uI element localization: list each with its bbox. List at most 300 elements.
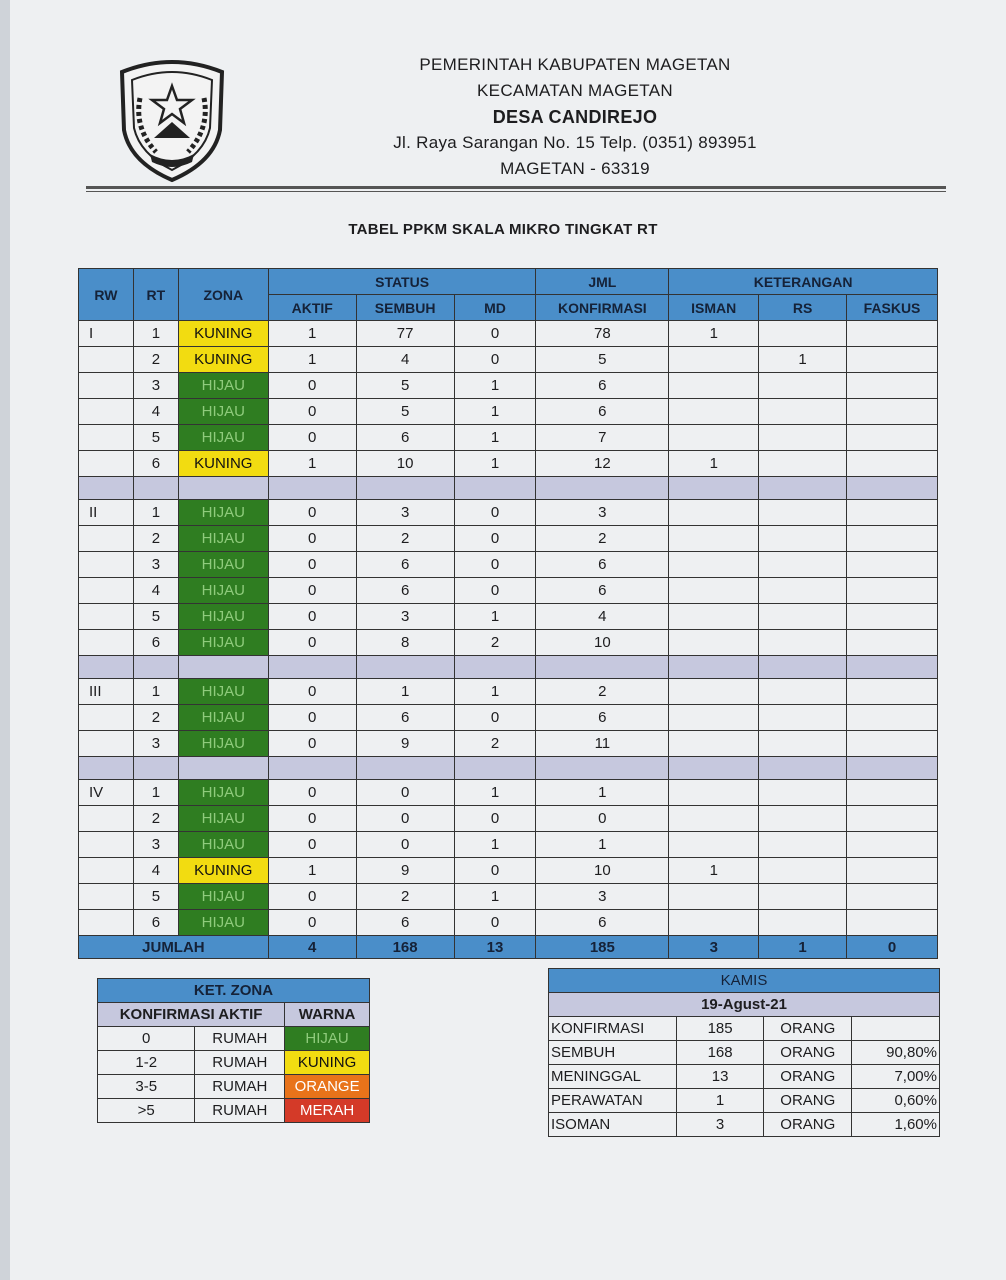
document-title: TABEL PPKM SKALA MIKRO TINGKAT RT xyxy=(348,221,658,238)
md-cell: 1 xyxy=(454,884,536,910)
table-row xyxy=(79,552,938,578)
separator-cell xyxy=(669,477,759,500)
isman-cell xyxy=(669,373,759,399)
separator-row xyxy=(79,477,938,500)
sembuh-cell: 3 xyxy=(356,604,454,630)
legend-range: 3-5 xyxy=(98,1075,195,1099)
isman-cell xyxy=(669,780,759,806)
summary-row xyxy=(549,1017,940,1041)
md-cell: 0 xyxy=(454,500,536,526)
sembuh-cell: 77 xyxy=(356,321,454,347)
aktif-cell: 0 xyxy=(268,500,356,526)
zona-cell: KUNING xyxy=(178,347,268,373)
faskus-cell xyxy=(847,604,938,630)
faskus-cell xyxy=(847,425,938,451)
rt-cell: 1 xyxy=(133,500,178,526)
rt-cell: 3 xyxy=(133,731,178,757)
rw-cell xyxy=(79,552,134,578)
ppkm-table-body xyxy=(79,321,938,936)
md-cell: 1 xyxy=(454,399,536,425)
isman-cell xyxy=(669,347,759,373)
sembuh-cell: 6 xyxy=(356,578,454,604)
total-aktif: 4 xyxy=(268,936,356,959)
zona-cell: HIJAU xyxy=(178,679,268,705)
rt-cell: 5 xyxy=(133,884,178,910)
isman-cell xyxy=(669,679,759,705)
isman-cell xyxy=(669,578,759,604)
summary-label: SEMBUH xyxy=(549,1041,677,1065)
rs-cell xyxy=(759,731,847,757)
aktif-cell: 0 xyxy=(268,373,356,399)
faskus-cell xyxy=(847,451,938,477)
table-row xyxy=(79,373,938,399)
faskus-cell xyxy=(847,858,938,884)
separator-cell xyxy=(178,477,268,500)
separator-cell xyxy=(847,477,938,500)
aktif-cell: 0 xyxy=(268,910,356,936)
zone-legend-row xyxy=(98,1051,370,1075)
jml-konfirmasi-cell: 3 xyxy=(536,500,669,526)
separator-cell xyxy=(356,477,454,500)
jml-konfirmasi-cell: 12 xyxy=(536,451,669,477)
header-divider-thin xyxy=(86,191,946,192)
isman-cell xyxy=(669,526,759,552)
jml-konfirmasi-cell: 5 xyxy=(536,347,669,373)
faskus-cell xyxy=(847,399,938,425)
md-cell: 1 xyxy=(454,451,536,477)
md-cell: 0 xyxy=(454,910,536,936)
rt-cell: 2 xyxy=(133,526,178,552)
header-rw: RW xyxy=(79,269,134,321)
isman-cell xyxy=(669,806,759,832)
rw-cell xyxy=(79,347,134,373)
faskus-cell xyxy=(847,910,938,936)
zone-legend-table xyxy=(97,978,370,1123)
faskus-cell xyxy=(847,679,938,705)
zona-cell: HIJAU xyxy=(178,731,268,757)
table-row xyxy=(79,399,938,425)
aktif-cell: 0 xyxy=(268,526,356,552)
legend-color: ORANGE xyxy=(285,1075,370,1099)
rs-cell xyxy=(759,780,847,806)
sembuh-cell: 2 xyxy=(356,526,454,552)
sembuh-cell: 8 xyxy=(356,630,454,656)
jml-konfirmasi-cell: 10 xyxy=(536,858,669,884)
summary-label: PERAWATAN xyxy=(549,1089,677,1113)
rw-cell xyxy=(79,858,134,884)
rt-cell: 5 xyxy=(133,425,178,451)
separator-row xyxy=(79,656,938,679)
regency-seal-icon xyxy=(110,58,234,184)
rt-cell: 3 xyxy=(133,832,178,858)
rs-cell xyxy=(759,526,847,552)
rw-cell xyxy=(79,399,134,425)
sembuh-cell: 6 xyxy=(356,552,454,578)
summary-row xyxy=(549,1113,940,1137)
faskus-cell xyxy=(847,578,938,604)
jml-konfirmasi-cell: 10 xyxy=(536,630,669,656)
rw-cell: III xyxy=(79,679,134,705)
summary-day: KAMIS xyxy=(549,969,940,993)
header-jml: JML xyxy=(536,269,669,295)
rw-cell xyxy=(79,832,134,858)
zona-cell: HIJAU xyxy=(178,425,268,451)
legend-unit: RUMAH xyxy=(195,1051,285,1075)
sembuh-cell: 5 xyxy=(356,399,454,425)
zona-cell: HIJAU xyxy=(178,604,268,630)
md-cell: 2 xyxy=(454,630,536,656)
zona-cell: KUNING xyxy=(178,858,268,884)
rt-cell: 3 xyxy=(133,552,178,578)
jml-konfirmasi-cell: 6 xyxy=(536,705,669,731)
md-cell: 1 xyxy=(454,425,536,451)
faskus-cell xyxy=(847,373,938,399)
sembuh-cell: 0 xyxy=(356,806,454,832)
rt-cell: 6 xyxy=(133,451,178,477)
rw-cell xyxy=(79,630,134,656)
aktif-cell: 0 xyxy=(268,552,356,578)
jml-konfirmasi-cell: 7 xyxy=(536,425,669,451)
rs-cell xyxy=(759,858,847,884)
summary-row xyxy=(549,1065,940,1089)
legend-unit: RUMAH xyxy=(195,1099,285,1123)
md-cell: 1 xyxy=(454,832,536,858)
jml-konfirmasi-cell: 1 xyxy=(536,832,669,858)
faskus-cell xyxy=(847,806,938,832)
aktif-cell: 0 xyxy=(268,630,356,656)
sembuh-cell: 10 xyxy=(356,451,454,477)
faskus-cell xyxy=(847,321,938,347)
separator-row xyxy=(79,757,938,780)
faskus-cell xyxy=(847,347,938,373)
rt-cell: 1 xyxy=(133,321,178,347)
zona-cell: HIJAU xyxy=(178,884,268,910)
md-cell: 0 xyxy=(454,526,536,552)
md-cell: 0 xyxy=(454,578,536,604)
table-row xyxy=(79,858,938,884)
rs-cell xyxy=(759,806,847,832)
jml-konfirmasi-cell: 2 xyxy=(536,526,669,552)
header-zona: ZONA xyxy=(178,269,268,321)
zone-legend-row xyxy=(98,1099,370,1123)
rt-cell: 3 xyxy=(133,373,178,399)
isman-cell xyxy=(669,500,759,526)
rs-cell xyxy=(759,679,847,705)
faskus-cell xyxy=(847,832,938,858)
rt-cell: 1 xyxy=(133,679,178,705)
summary-percent: 1,60% xyxy=(852,1113,940,1137)
md-cell: 1 xyxy=(454,780,536,806)
summary-percent: 7,00% xyxy=(852,1065,940,1089)
legend-unit: RUMAH xyxy=(195,1075,285,1099)
separator-cell xyxy=(536,477,669,500)
md-cell: 1 xyxy=(454,373,536,399)
sembuh-cell: 4 xyxy=(356,347,454,373)
rt-cell: 4 xyxy=(133,578,178,604)
total-isman: 3 xyxy=(669,936,759,959)
rw-cell xyxy=(79,373,134,399)
rs-cell xyxy=(759,425,847,451)
separator-cell xyxy=(79,757,134,780)
separator-cell xyxy=(454,757,536,780)
jml-konfirmasi-cell: 6 xyxy=(536,373,669,399)
rw-cell xyxy=(79,604,134,630)
jml-konfirmasi-cell: 6 xyxy=(536,578,669,604)
daily-summary-table xyxy=(548,968,940,1137)
separator-cell xyxy=(79,477,134,500)
total-label: JUMLAH xyxy=(79,936,269,959)
table-row xyxy=(79,347,938,373)
faskus-cell xyxy=(847,705,938,731)
table-row xyxy=(79,425,938,451)
rs-cell xyxy=(759,451,847,477)
summary-label: KONFIRMASI xyxy=(549,1017,677,1041)
md-cell: 1 xyxy=(454,604,536,630)
zona-cell: HIJAU xyxy=(178,910,268,936)
sembuh-cell: 6 xyxy=(356,425,454,451)
sembuh-cell: 9 xyxy=(356,858,454,884)
sembuh-cell: 0 xyxy=(356,832,454,858)
md-cell: 0 xyxy=(454,347,536,373)
ppkm-table xyxy=(78,268,938,959)
legend-color: HIJAU xyxy=(285,1027,370,1051)
summary-row xyxy=(549,1041,940,1065)
aktif-cell: 0 xyxy=(268,731,356,757)
letterhead-address: Jl. Raya Sarangan No. 15 Telp. (0351) 893951 xyxy=(393,133,757,152)
separator-cell xyxy=(79,656,134,679)
sembuh-cell: 9 xyxy=(356,731,454,757)
zona-cell: HIJAU xyxy=(178,780,268,806)
letterhead-government: PEMERINTAH KABUPATEN MAGETAN xyxy=(419,55,731,74)
rt-cell: 4 xyxy=(133,399,178,425)
legend-color: KUNING xyxy=(285,1051,370,1075)
table-row xyxy=(79,604,938,630)
summary-value: 185 xyxy=(676,1017,764,1041)
rw-cell xyxy=(79,910,134,936)
rt-cell: 2 xyxy=(133,806,178,832)
header-status: STATUS xyxy=(268,269,536,295)
md-cell: 0 xyxy=(454,806,536,832)
aktif-cell: 0 xyxy=(268,806,356,832)
legend-unit: RUMAH xyxy=(195,1027,285,1051)
isman-cell: 1 xyxy=(669,321,759,347)
rs-cell xyxy=(759,578,847,604)
zona-cell: HIJAU xyxy=(178,500,268,526)
total-md: 13 xyxy=(454,936,536,959)
aktif-cell: 0 xyxy=(268,884,356,910)
rs-cell xyxy=(759,399,847,425)
summary-unit: ORANG xyxy=(764,1089,852,1113)
jml-konfirmasi-cell: 4 xyxy=(536,604,669,630)
sembuh-cell: 0 xyxy=(356,780,454,806)
total-faskus: 0 xyxy=(847,936,938,959)
rs-cell: 1 xyxy=(759,347,847,373)
summary-date: 19-Agust-21 xyxy=(549,993,940,1017)
legend-range: 0 xyxy=(98,1027,195,1051)
zona-cell: HIJAU xyxy=(178,630,268,656)
rs-cell xyxy=(759,552,847,578)
md-cell: 2 xyxy=(454,731,536,757)
summary-label: ISOMAN xyxy=(549,1113,677,1137)
separator-cell xyxy=(454,477,536,500)
sembuh-cell: 1 xyxy=(356,679,454,705)
zona-cell: HIJAU xyxy=(178,578,268,604)
rw-cell: IV xyxy=(79,780,134,806)
jml-konfirmasi-cell: 0 xyxy=(536,806,669,832)
header-isman: ISMAN xyxy=(669,295,759,321)
zona-cell: HIJAU xyxy=(178,399,268,425)
md-cell: 0 xyxy=(454,858,536,884)
total-rs: 1 xyxy=(759,936,847,959)
separator-cell xyxy=(847,757,938,780)
isman-cell xyxy=(669,832,759,858)
rt-cell: 2 xyxy=(133,347,178,373)
isman-cell xyxy=(669,705,759,731)
isman-cell xyxy=(669,630,759,656)
summary-percent xyxy=(852,1017,940,1041)
rw-cell xyxy=(79,526,134,552)
sembuh-cell: 6 xyxy=(356,705,454,731)
rs-cell xyxy=(759,832,847,858)
aktif-cell: 0 xyxy=(268,832,356,858)
rw-cell xyxy=(79,806,134,832)
zona-cell: HIJAU xyxy=(178,705,268,731)
rt-cell: 5 xyxy=(133,604,178,630)
table-row xyxy=(79,832,938,858)
letterhead xyxy=(340,52,810,182)
header-faskus: FASKUS xyxy=(847,295,938,321)
total-jml: 185 xyxy=(536,936,669,959)
sembuh-cell: 5 xyxy=(356,373,454,399)
separator-cell xyxy=(536,757,669,780)
separator-cell xyxy=(847,656,938,679)
isman-cell xyxy=(669,425,759,451)
separator-cell xyxy=(759,477,847,500)
summary-value: 1 xyxy=(676,1089,764,1113)
summary-unit: ORANG xyxy=(764,1113,852,1137)
header-md: MD xyxy=(454,295,536,321)
isman-cell xyxy=(669,552,759,578)
zona-cell: HIJAU xyxy=(178,526,268,552)
rt-cell: 4 xyxy=(133,858,178,884)
separator-cell xyxy=(268,656,356,679)
sembuh-cell: 6 xyxy=(356,910,454,936)
md-cell: 0 xyxy=(454,321,536,347)
table-row xyxy=(79,679,938,705)
jml-konfirmasi-cell: 6 xyxy=(536,910,669,936)
isman-cell xyxy=(669,910,759,936)
rs-cell xyxy=(759,884,847,910)
rw-cell: II xyxy=(79,500,134,526)
isman-cell: 1 xyxy=(669,451,759,477)
separator-cell xyxy=(133,477,178,500)
table-row xyxy=(79,451,938,477)
rw-cell xyxy=(79,705,134,731)
aktif-cell: 0 xyxy=(268,399,356,425)
table-row xyxy=(79,526,938,552)
aktif-cell: 1 xyxy=(268,858,356,884)
jml-konfirmasi-cell: 11 xyxy=(536,731,669,757)
sembuh-cell: 2 xyxy=(356,884,454,910)
aktif-cell: 0 xyxy=(268,425,356,451)
separator-cell xyxy=(759,757,847,780)
separator-cell xyxy=(356,656,454,679)
summary-unit: ORANG xyxy=(764,1017,852,1041)
separator-cell xyxy=(268,757,356,780)
aktif-cell: 0 xyxy=(268,705,356,731)
md-cell: 1 xyxy=(454,679,536,705)
zona-cell: HIJAU xyxy=(178,832,268,858)
summary-percent: 0,60% xyxy=(852,1089,940,1113)
faskus-cell xyxy=(847,780,938,806)
zone-legend-header-warna: WARNA xyxy=(285,1003,370,1027)
faskus-cell xyxy=(847,552,938,578)
separator-cell xyxy=(268,477,356,500)
header-aktif: AKTIF xyxy=(268,295,356,321)
zona-cell: KUNING xyxy=(178,451,268,477)
legend-color: MERAH xyxy=(285,1099,370,1123)
legend-range: 1-2 xyxy=(98,1051,195,1075)
isman-cell xyxy=(669,884,759,910)
table-row xyxy=(79,500,938,526)
table-row xyxy=(79,884,938,910)
summary-unit: ORANG xyxy=(764,1041,852,1065)
aktif-cell: 0 xyxy=(268,679,356,705)
summary-value: 168 xyxy=(676,1041,764,1065)
zone-legend-body xyxy=(98,1027,370,1123)
rt-cell: 2 xyxy=(133,705,178,731)
isman-cell xyxy=(669,604,759,630)
summary-row xyxy=(549,1089,940,1113)
separator-cell xyxy=(669,656,759,679)
table-row xyxy=(79,578,938,604)
aktif-cell: 0 xyxy=(268,604,356,630)
letterhead-district: KECAMATAN MAGETAN xyxy=(477,81,673,100)
zone-legend-row xyxy=(98,1027,370,1051)
header-rt: RT xyxy=(133,269,178,321)
isman-cell xyxy=(669,399,759,425)
letterhead-village: DESA CANDIREJO xyxy=(492,107,658,127)
zone-legend-header-konfirmasi: KONFIRMASI AKTIF xyxy=(98,1003,285,1027)
aktif-cell: 1 xyxy=(268,321,356,347)
faskus-cell xyxy=(847,630,938,656)
separator-cell xyxy=(133,656,178,679)
jml-konfirmasi-cell: 1 xyxy=(536,780,669,806)
rs-cell xyxy=(759,500,847,526)
header-sembuh: SEMBUH xyxy=(356,295,454,321)
faskus-cell xyxy=(847,731,938,757)
separator-cell xyxy=(669,757,759,780)
summary-label: MENINGGAL xyxy=(549,1065,677,1089)
separator-cell xyxy=(454,656,536,679)
sembuh-cell: 3 xyxy=(356,500,454,526)
rw-cell xyxy=(79,451,134,477)
summary-percent: 90,80% xyxy=(852,1041,940,1065)
separator-cell xyxy=(133,757,178,780)
rw-cell: I xyxy=(79,321,134,347)
rt-cell: 6 xyxy=(133,910,178,936)
letterhead-city: MAGETAN - 63319 xyxy=(500,159,650,178)
aktif-cell: 1 xyxy=(268,347,356,373)
rw-cell xyxy=(79,884,134,910)
rs-cell xyxy=(759,604,847,630)
faskus-cell xyxy=(847,500,938,526)
aktif-cell: 0 xyxy=(268,578,356,604)
isman-cell xyxy=(669,731,759,757)
header-rs: RS xyxy=(759,295,847,321)
total-sembuh: 168 xyxy=(356,936,454,959)
jml-konfirmasi-cell: 78 xyxy=(536,321,669,347)
